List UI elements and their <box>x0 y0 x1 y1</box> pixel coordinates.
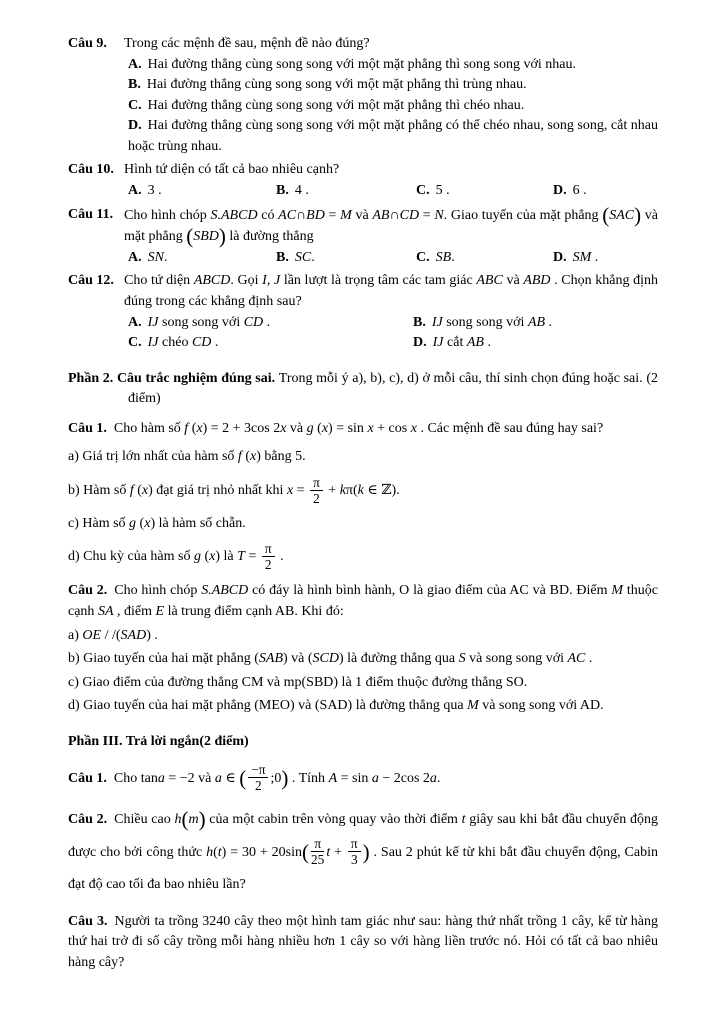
question-text: Trong các mệnh đề sau, mệnh đề nào đúng? <box>124 36 370 51</box>
option-letter: B. <box>276 249 289 265</box>
answer-option: C. SB. <box>416 249 455 265</box>
part3-heading: Phần III. Trả lời ngắn(2 điểm) <box>68 733 249 749</box>
question-text: Cho hàm số f (x) = 2 + 3cos 2x và g (x) = sin x + cos x . Các mệnh đề sau đúng hay sai? <box>113 420 604 436</box>
question-label: Câu 2. <box>68 812 108 828</box>
option-letter: C. <box>416 183 430 199</box>
answer-option: C. IJ chéo CD . <box>128 335 219 351</box>
option-letter: C. <box>416 249 430 265</box>
part3-question-3 <box>68 912 658 974</box>
question-text: Cho tứ diện ABCD. Gọi I, J lần lượt là trọng tâm các tam giác ABC và ABD . Chọn khẳng định đúng trong các khẳng định sau? <box>124 273 659 309</box>
fraction: $\frac{\pi}{2}$ <box>262 542 275 572</box>
statement: a) Giá trị lớn nhất của hàm số f (x) bằng 5. <box>68 449 306 465</box>
option-letter: A. <box>128 56 142 72</box>
answer-option: D. SM . <box>553 249 599 265</box>
question-label: Câu 12. <box>68 273 114 289</box>
answer-option: B. SC. <box>276 249 315 265</box>
question-text: Cho hình chóp S.ABCD có đáy là hình bình hành, O là giao điểm của AC và BD. Điểm M thuộc cạnh SA , điểm E là trung điểm cạnh AB. Khi đó: <box>68 583 658 619</box>
statement: c) Giao điểm của đường thẳng CM và mp(SBD) là 1 điểm thuộc đường thẳng SO. <box>68 674 528 690</box>
option-letter: D. <box>128 118 142 134</box>
option-letter: D. <box>413 335 427 351</box>
option-letter: A. <box>128 249 142 265</box>
question-text: Người ta trồng 3240 cây theo một hình tam giác như sau: hàng thứ nhất trồng 1 cây, kể từ hàng thứ hai trở đi số cây trồng mỗi hàng nhiều hơn 1 cây so với hàng liền trước nó. Hỏi có tất cả bao nhiêu hàng cây? <box>68 913 658 971</box>
fraction: $\frac{\pi}{25}$ <box>311 836 325 868</box>
statement: a) OE / /(SAD) . <box>68 627 158 643</box>
option-letter: D. <box>553 183 567 199</box>
answer-option: B. 4 . <box>276 183 309 199</box>
question-text: Cho hình chóp S.ABCD có AC∩BD = M và AB∩CD = N. Giao tuyến của mặt phẳng (SAC) và mặt phẳng (SBD) là đường thẳng <box>124 202 659 249</box>
answer-option: A. 3 . <box>128 183 162 199</box>
question-label: Câu 9. <box>68 36 107 51</box>
question-label: Câu 11. <box>68 206 114 222</box>
answer-option: D. Hai đường thẳng cùng song song với một mặt phẳng có thể chéo nhau, song song, cắt nhau hoặc trùng nhau. <box>128 118 658 154</box>
answer-options <box>128 248 658 269</box>
question-label: Câu 3. <box>68 913 108 929</box>
answer-options <box>128 55 658 158</box>
question-label: Câu 10. <box>68 162 114 178</box>
statement: d) Chu kỳ của hàm số g (x) là T = $\frac{\pi}{2}$ . <box>68 541 284 573</box>
answer-option: D. 6 . <box>553 183 587 199</box>
answer-option: B. IJ song song với AB . <box>413 314 553 330</box>
fraction: $\frac{-\pi}{2}$ <box>248 763 268 793</box>
question-label: Câu 2. <box>68 583 108 599</box>
statements <box>68 626 658 717</box>
answer-option: D. IJ cắt AB . <box>413 335 491 351</box>
answer-options <box>128 181 658 202</box>
option-letter: D. <box>553 249 567 265</box>
option-letter: C. <box>128 97 142 113</box>
statement: d) Giao tuyến của hai mặt phẳng (MEO) và (SAD) là đường thẳng qua M và song song với AD. <box>68 698 604 714</box>
option-letter: B. <box>413 314 426 330</box>
question-11 <box>68 202 659 269</box>
fraction: $\frac{\pi}{3}$ <box>348 837 361 867</box>
question-label: Câu 1. <box>68 420 107 436</box>
statements <box>68 447 658 572</box>
option-letter: C. <box>128 335 142 351</box>
answer-option: B. Hai đường thẳng cùng song song với một mặt phẳng thì trùng nhau. <box>128 77 527 93</box>
option-letter: B. <box>128 77 141 93</box>
answer-option: A. SN. <box>128 249 168 265</box>
part2-question-1 <box>68 419 658 573</box>
question-label: Câu 1. <box>68 770 107 786</box>
answer-option: C. Hai đường thẳng cùng song song với một mặt phẳng thì chéo nhau. <box>128 97 525 113</box>
option-letter: B. <box>276 183 289 199</box>
part2-heading: Phần 2. Câu trắc nghiệm đúng sai. Trong mỗi ý a), b), c), d) ở mỗi câu, thí sinh chọn đúng hoặc sai. (2 điểm) <box>68 370 658 407</box>
question-9 <box>68 34 658 157</box>
statement: b) Hàm số f (x) đạt giá trị nhỏ nhất khi x = $\frac{\pi}{2}$ + kπ(k ∈ ℤ). <box>68 474 400 506</box>
part2-question-2 <box>68 581 658 716</box>
answer-options <box>128 313 658 354</box>
option-letter: A. <box>128 183 142 199</box>
answer-option: C. 5 . <box>416 183 450 199</box>
part3-question-2 <box>68 804 658 901</box>
question-10 <box>68 160 658 201</box>
option-letter: A. <box>128 314 142 330</box>
part3-question-1 <box>68 763 658 793</box>
statement: b) Giao tuyến của hai mặt phẳng (SAB) và (SCD) là đường thẳng qua S và song song với AC . <box>68 651 593 667</box>
question-text: Chiều cao h(m) của một cabin trên vòng quay vào thời điểm t giây sau khi bắt đầu chuyển động được cho bởi công thức h(t) = 30 + 20sin( $\frac{\pi}{25}$ t + $\frac{\pi}{3}$ ) . Sau 2 phút kể từ khi bắt đầu chuyển động, Cabin đạt độ cao tối đa bao nhiêu lần? <box>68 807 658 892</box>
statement: c) Hàm số g (x) là hàm số chẵn. <box>68 515 246 531</box>
answer-option: A. Hai đường thẳng cùng song song với một mặt phẳng thì song song với nhau. <box>128 56 577 72</box>
answer-option: A. IJ song song với CD . <box>128 314 271 330</box>
question-text: Cho tana = −2 và a ∈ ( $\frac{-\pi}{2}$ ;0) . Tính A = sin a − 2cos 2a. <box>113 762 441 794</box>
question-text: Hình tứ diện có tất cả bao nhiêu cạnh? <box>124 162 340 178</box>
fraction: $\frac{\pi}{2}$ <box>310 476 323 506</box>
question-12 <box>68 271 658 353</box>
